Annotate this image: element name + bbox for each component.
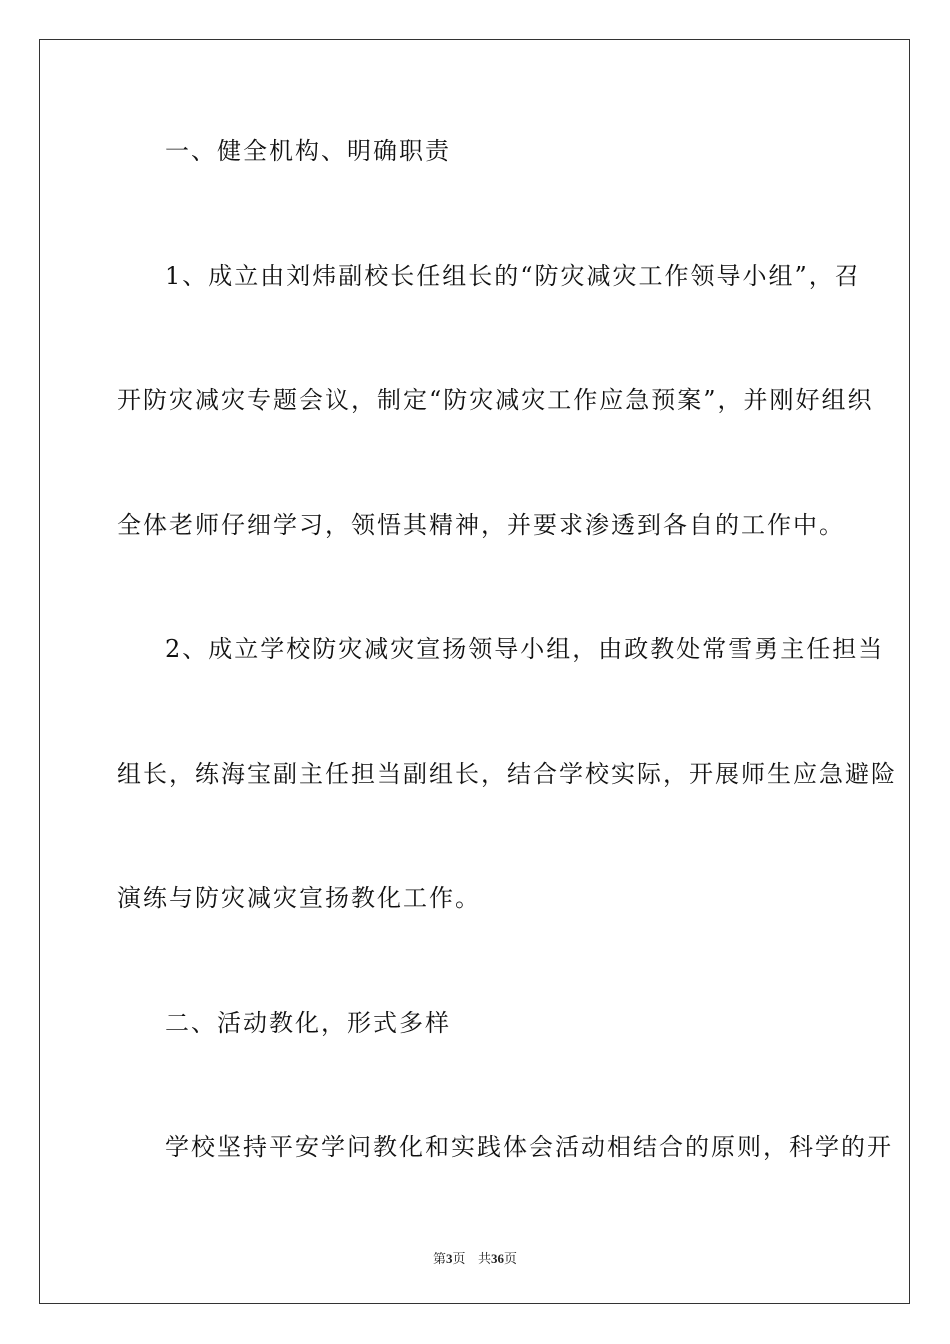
section-heading-1: 一、健全机构、明确职责 <box>165 137 451 165</box>
paragraph-line: 组长，练海宝副主任担当副组长，结合学校实际，开展师生应急避险 <box>117 760 897 788</box>
total-suffix: 页 <box>503 1252 517 1267</box>
page-number: 3 <box>446 1251 453 1266</box>
paragraph-line: 全体老师仔细学习，领悟其精神，并要求渗透到各自的工作中。 <box>117 511 845 539</box>
paragraph-line: 2、成立学校防灾减灾宣扬领导小组，由政教处常雪勇主任担当 <box>165 635 885 663</box>
paragraph-line: 开防灾减灾专题会议，制定“防灾减灾工作应急预案”，并刚好组织 <box>117 386 874 414</box>
page-prefix: 第 <box>433 1252 447 1267</box>
page-suffix: 页 <box>452 1252 466 1267</box>
page-footer <box>0 1248 950 1267</box>
total-pages: 36 <box>490 1251 504 1266</box>
section-heading-2: 二、活动教化，形式多样 <box>165 1009 451 1037</box>
paragraph-line: 学校坚持平安学问教化和实践体会活动相结合的原则，科学的开 <box>165 1133 893 1161</box>
paragraph-line: 演练与防灾减灾宣扬教化工作。 <box>117 884 481 912</box>
page-border <box>39 39 910 1304</box>
paragraph-line: 1、成立由刘炜副校长任组长的“防灾减灾工作领导小组”，召 <box>165 262 861 290</box>
total-prefix: 共 <box>477 1252 491 1267</box>
